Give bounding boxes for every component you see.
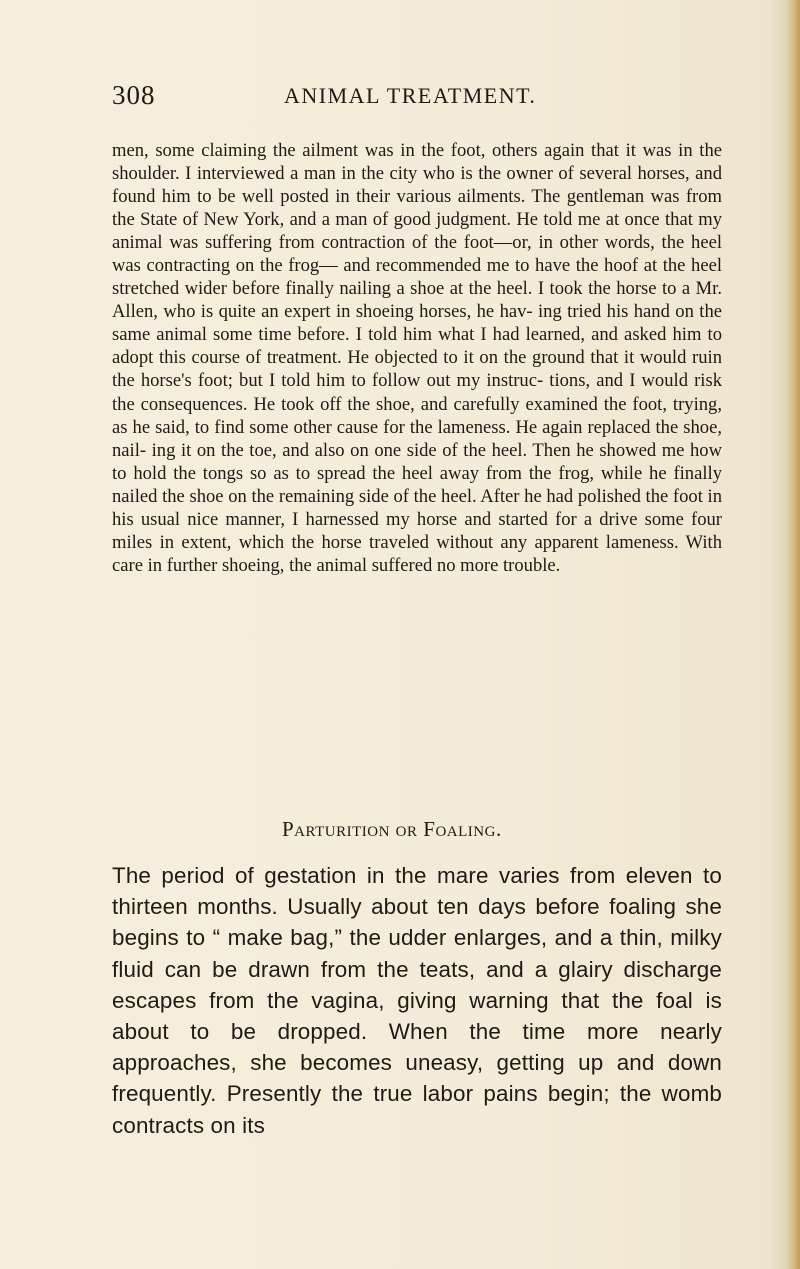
paragraph-shoeing: men, some claiming the ailment was in the foot, others again that it was in the shoulder. I interviewed a man in the city who is the owner of several horses, and found him to be well posted in their various ailments. The gentleman was from the State of New York, and a man of good judgment. He told me at once that my animal was suffering from contraction of the foot—or, in other words, the heel was contracting on the frog— and recommended me to have the hoof at the heel stretched wider before finally nailing a shoe at the heel. I took the horse to a Mr. Allen, who is quite an expert in shoeing horses, he hav- ing tried his hand on the same animal some time before. I told him what I had learned, and asked him to adopt this course of treatment. He objected to it on the ground that it would ruin the horse's foot; but I told him to follow out my instruc- tions, and I would risk the consequences. He took off the shoe, and carefully examined the foot, trying, as he said, to find some other cause for the lameness. He again replaced the shoe, nail- ing it on the toe, and also on one side of the heel. Then he showed me how to hold the tongs so as to spread the heel away from the frog, while he finally nailed the shoe on the remaining side of the heel. After he had polished the foot in his usual nice manner, I harnessed my horse and started for a drive some four miles in extent, which the horse traveled without any apparent lameness. With care in further shoeing, the animal suffered no more trouble. xyxy=(112,140,722,576)
paragraph-foaling: The period of gestation in the mare varies from eleven to thirteen months. Usually about ten days before foaling she begins to “ make bag,” the udder enlarges, and a thin, milky fluid can be drawn from the teats, and a glairy discharge escapes from the vagina, giving warning that the foal is about to be dropped. When the time more nearly approaches, she becomes uneasy, getting up and down frequently. Presently the true labor pains begin; the womb contracts on its xyxy=(112,863,722,1138)
running-head: ANIMAL TREATMENT. xyxy=(284,83,537,108)
page-header xyxy=(112,80,732,130)
page-edge-shadow xyxy=(786,0,800,1269)
section-heading: Parturition or Foaling. xyxy=(282,817,502,841)
page-number: 308 xyxy=(112,80,156,110)
main-text xyxy=(112,139,722,577)
